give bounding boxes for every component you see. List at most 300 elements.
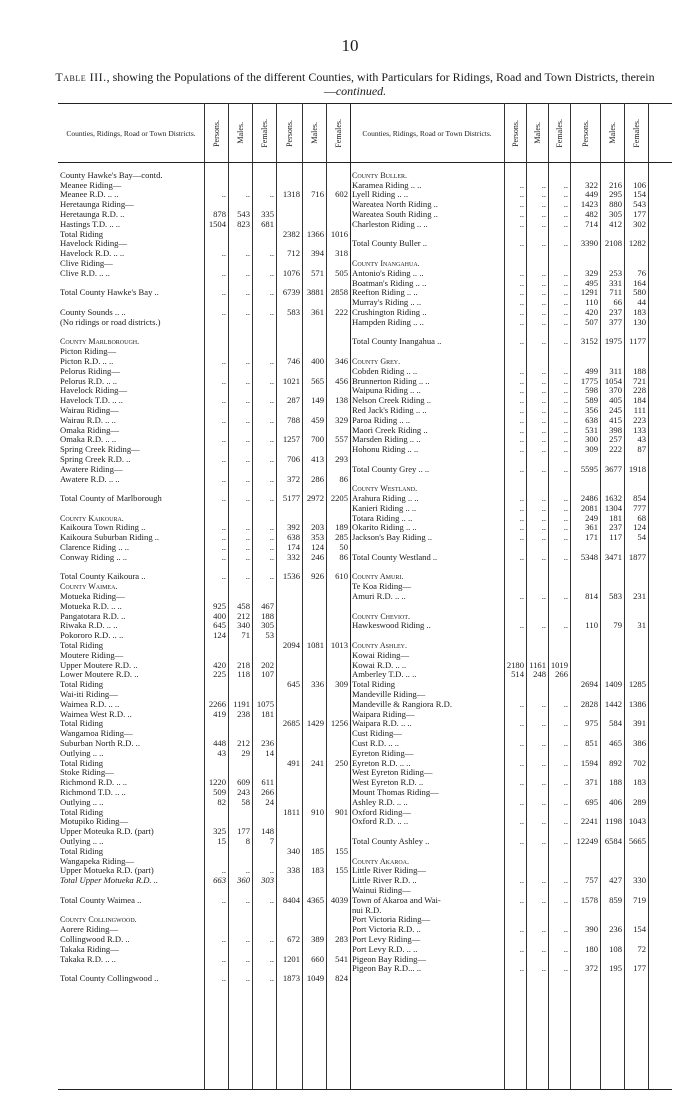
caption-table-label: Table III. bbox=[55, 70, 107, 84]
table-row bbox=[58, 181, 350, 191]
row-label: Wangapeka Riding— bbox=[60, 856, 135, 866]
cell-persons-district: .. bbox=[519, 502, 524, 513]
table-row bbox=[58, 670, 350, 680]
cell-males-total: 124 bbox=[311, 542, 324, 553]
row-label: Total Riding bbox=[352, 680, 396, 690]
table-row bbox=[58, 847, 350, 857]
cell-persons-total: 356 bbox=[585, 404, 598, 415]
row-label: Maori Creek Riding .. bbox=[352, 425, 428, 435]
header-persons-left-1: Persons. bbox=[211, 119, 221, 147]
cell-males-district: 340 bbox=[237, 620, 250, 631]
cell-males-total: 305 bbox=[609, 208, 622, 219]
cell-persons-district: 509 bbox=[213, 787, 226, 797]
table-row bbox=[350, 847, 672, 857]
header-females-right-1: Females. bbox=[554, 118, 564, 148]
table-row bbox=[350, 171, 672, 181]
table-row bbox=[350, 435, 672, 445]
row-label: County Sounds .. .. bbox=[60, 307, 126, 317]
cell-females-district: .. bbox=[563, 297, 568, 308]
cell-persons-district: .. bbox=[221, 973, 226, 984]
cell-persons-district: .. bbox=[519, 493, 524, 504]
table-row bbox=[350, 778, 672, 788]
row-label: Kowai Riding— bbox=[352, 650, 410, 660]
cell-persons-district: .. bbox=[519, 306, 524, 317]
cell-persons-total: 300 bbox=[585, 434, 598, 445]
cell-males-total: 389 bbox=[311, 933, 324, 944]
cell-females-total: 31 bbox=[637, 620, 646, 631]
row-label: Conway Riding .. .. bbox=[60, 552, 128, 562]
cell-males-total: 427 bbox=[609, 875, 622, 886]
cell-males-district: .. bbox=[541, 816, 546, 827]
table-row bbox=[58, 543, 350, 553]
cell-persons-total: 507 bbox=[585, 316, 598, 327]
cell-males-total: 295 bbox=[609, 189, 622, 200]
cell-males-total: 353 bbox=[311, 532, 324, 543]
cell-persons-total: 332 bbox=[287, 551, 300, 562]
cell-females-district: 53 bbox=[265, 630, 274, 641]
row-label: Boatman's Riding .. .. bbox=[352, 278, 427, 288]
cell-males-district: .. bbox=[541, 522, 546, 533]
table-row bbox=[58, 906, 350, 916]
cell-persons-total: 672 bbox=[287, 933, 300, 944]
cell-males-district: 177 bbox=[237, 826, 250, 837]
table-row bbox=[58, 876, 350, 886]
cell-persons-district: .. bbox=[519, 208, 524, 219]
cell-males-district: .. bbox=[541, 414, 546, 425]
table-row bbox=[350, 337, 672, 347]
table-row bbox=[350, 514, 672, 524]
cell-males-total: 195 bbox=[609, 963, 622, 974]
cell-males-district: .. bbox=[541, 297, 546, 308]
table-row bbox=[350, 553, 672, 563]
cell-males-district: 1161 bbox=[529, 659, 546, 670]
cell-persons-district: .. bbox=[221, 953, 226, 964]
cell-persons-district: .. bbox=[519, 336, 524, 347]
cell-males-total: 2972 bbox=[306, 493, 324, 504]
header-females-left-1: Females. bbox=[259, 118, 269, 148]
cell-persons-district: .. bbox=[519, 463, 524, 474]
cell-females-total: 1043 bbox=[628, 816, 646, 827]
cell-females-district: .. bbox=[563, 375, 568, 386]
cell-persons-district: .. bbox=[519, 297, 524, 308]
row-label: Havelock Riding— bbox=[60, 239, 128, 249]
cell-females-district: 1075 bbox=[256, 698, 274, 709]
cell-males-total: 336 bbox=[311, 679, 324, 690]
cell-persons-total: 1578 bbox=[580, 894, 598, 905]
cell-persons-district: 124 bbox=[213, 630, 226, 641]
cell-males-total: 237 bbox=[609, 522, 622, 533]
cell-males-total: 188 bbox=[609, 777, 622, 788]
cell-males-district: .. bbox=[245, 551, 250, 562]
cell-persons-total: 1021 bbox=[282, 375, 300, 386]
cell-persons-district: .. bbox=[519, 757, 524, 768]
cell-females-district: .. bbox=[563, 738, 568, 749]
cell-females-district: .. bbox=[563, 502, 568, 513]
table-row bbox=[58, 739, 350, 749]
population-table bbox=[58, 103, 672, 1090]
row-label: County Kaikoura. bbox=[60, 513, 124, 523]
table-row bbox=[58, 308, 350, 318]
cell-females-district: .. bbox=[269, 189, 274, 200]
table-row bbox=[350, 269, 672, 279]
cell-females-total: 68 bbox=[637, 512, 646, 523]
cell-females-total: 188 bbox=[633, 365, 646, 376]
table-row bbox=[350, 396, 672, 406]
cell-males-district: .. bbox=[245, 571, 250, 582]
table-row bbox=[350, 719, 672, 729]
table-row bbox=[58, 494, 350, 504]
table-row bbox=[350, 631, 672, 641]
table-row bbox=[350, 249, 672, 259]
cell-females-total: 318 bbox=[335, 248, 348, 259]
cell-persons-total: 695 bbox=[585, 796, 598, 807]
cell-females-district: 107 bbox=[261, 669, 274, 680]
cell-females-district: 202 bbox=[261, 659, 274, 670]
cell-males-district: 58 bbox=[241, 796, 250, 807]
row-label: Total County Collingwood .. bbox=[60, 974, 159, 984]
cell-persons-district: .. bbox=[519, 385, 524, 396]
cell-males-district: 212 bbox=[237, 738, 250, 749]
page-number: 10 bbox=[341, 36, 359, 55]
row-label: Lower Moutere R.D. .. bbox=[60, 670, 139, 680]
cell-females-district: .. bbox=[563, 424, 568, 435]
cell-persons-total: 706 bbox=[287, 453, 300, 464]
cell-persons-total: 3390 bbox=[580, 238, 598, 249]
cell-females-district: .. bbox=[269, 865, 274, 876]
cell-persons-total: 757 bbox=[585, 875, 598, 886]
table-row bbox=[58, 798, 350, 808]
header-persons-left-2: Persons. bbox=[284, 119, 294, 147]
cell-persons-district: .. bbox=[519, 238, 524, 249]
table-row bbox=[58, 700, 350, 710]
row-label: Total County Grey .. .. bbox=[352, 464, 430, 474]
table-row bbox=[58, 455, 350, 465]
cell-females-district: .. bbox=[563, 395, 568, 406]
header-females-right-2: Females. bbox=[631, 118, 641, 148]
table-row bbox=[58, 239, 350, 249]
cell-females-district: .. bbox=[563, 189, 568, 200]
cell-females-total: 719 bbox=[633, 894, 646, 905]
table-row bbox=[350, 347, 672, 357]
cell-females-total: 283 bbox=[335, 933, 348, 944]
cell-persons-district: .. bbox=[519, 894, 524, 905]
cell-females-total: 189 bbox=[335, 522, 348, 533]
cell-persons-total: 589 bbox=[585, 395, 598, 406]
table-row bbox=[58, 386, 350, 396]
table-row bbox=[58, 377, 350, 387]
cell-males-district: .. bbox=[245, 267, 250, 278]
table-row bbox=[58, 406, 350, 416]
cell-females-district: .. bbox=[563, 179, 568, 190]
row-label: Picton Riding— bbox=[60, 347, 117, 357]
row-label: Wainui Riding— bbox=[352, 885, 411, 895]
row-label: Lyell Riding .. .. bbox=[352, 190, 409, 200]
cell-males-district: 823 bbox=[237, 218, 250, 229]
cell-persons-total: 2685 bbox=[282, 718, 300, 729]
table-row bbox=[58, 612, 350, 622]
cell-females-district: .. bbox=[269, 894, 274, 905]
cell-persons-total: 1291 bbox=[580, 287, 598, 298]
row-label: Little River R.D. .. bbox=[352, 876, 417, 886]
row-label: Marsden Riding .. .. bbox=[352, 435, 421, 445]
cell-females-total: 302 bbox=[633, 218, 646, 229]
row-label: Takaka R.D. .. .. bbox=[60, 954, 116, 964]
table-row bbox=[350, 426, 672, 436]
cell-females-district: 148 bbox=[261, 826, 274, 837]
header-males-right-2: Males. bbox=[607, 122, 617, 144]
cell-males-total: 1442 bbox=[604, 698, 622, 709]
cell-persons-district: 15 bbox=[217, 835, 226, 846]
cell-females-total: 346 bbox=[335, 355, 348, 366]
cell-males-total: 1409 bbox=[604, 679, 622, 690]
cell-females-total: 309 bbox=[335, 679, 348, 690]
row-label: Port Victoria R.D. .. bbox=[352, 925, 421, 935]
cell-males-total: 377 bbox=[609, 316, 622, 327]
cell-males-total: 331 bbox=[609, 277, 622, 288]
table-row bbox=[350, 906, 672, 916]
row-label: (No ridings or road districts.) bbox=[60, 317, 161, 327]
cell-persons-total: 499 bbox=[585, 365, 598, 376]
cell-persons-district: 419 bbox=[213, 708, 226, 719]
header-name-left: Counties, Ridings, Road or Town Districts. bbox=[66, 128, 196, 138]
cell-persons-total: 2241 bbox=[580, 816, 598, 827]
table-row bbox=[58, 249, 350, 259]
cell-males-total: 181 bbox=[609, 512, 622, 523]
cell-males-district: 248 bbox=[533, 669, 546, 680]
row-label: Motupiko Riding— bbox=[60, 817, 129, 827]
caption-continued: continued. bbox=[335, 84, 387, 98]
cell-females-district: .. bbox=[563, 522, 568, 533]
cell-females-district: .. bbox=[269, 375, 274, 386]
table-row bbox=[350, 308, 672, 318]
row-label: Outlying .. .. bbox=[60, 836, 104, 846]
cell-females-total: 106 bbox=[633, 179, 646, 190]
cell-males-total: 459 bbox=[311, 414, 324, 425]
table-row bbox=[58, 768, 350, 778]
cell-persons-district: .. bbox=[519, 267, 524, 278]
row-label: Richmond T.D. .. .. bbox=[60, 788, 126, 797]
cell-males-district: .. bbox=[541, 591, 546, 602]
cell-persons-district: .. bbox=[519, 287, 524, 298]
cell-males-district: .. bbox=[245, 542, 250, 553]
cell-persons-district: .. bbox=[519, 532, 524, 543]
cell-persons-district: 645 bbox=[213, 620, 226, 631]
table-row bbox=[350, 896, 672, 906]
table-row bbox=[350, 386, 672, 396]
cell-males-district: 543 bbox=[237, 208, 250, 219]
table-row bbox=[58, 690, 350, 700]
cell-females-district: .. bbox=[563, 336, 568, 347]
cell-males-district: .. bbox=[541, 199, 546, 210]
cell-males-district: .. bbox=[245, 522, 250, 533]
cell-females-district: 188 bbox=[261, 610, 274, 621]
cell-persons-district: .. bbox=[519, 551, 524, 562]
row-label: Hohonu Riding .. .. bbox=[352, 445, 419, 455]
cell-males-district: .. bbox=[541, 835, 546, 846]
cell-females-total: 541 bbox=[335, 953, 348, 964]
cell-males-total: 892 bbox=[609, 757, 622, 768]
row-label: Clive R.D. .. .. bbox=[60, 268, 110, 278]
cell-females-district: .. bbox=[563, 414, 568, 425]
cell-males-total: 241 bbox=[311, 757, 324, 768]
cell-females-total: 1877 bbox=[628, 551, 646, 562]
cell-males-district: .. bbox=[541, 875, 546, 886]
cell-persons-district: .. bbox=[221, 453, 226, 464]
cell-males-total: 1081 bbox=[306, 640, 324, 651]
row-label: Spring Creek Riding— bbox=[60, 445, 140, 455]
cell-males-district: .. bbox=[245, 434, 250, 445]
row-label: Okarito Riding .. .. bbox=[352, 523, 417, 533]
cell-males-district: .. bbox=[541, 463, 546, 474]
cell-persons-total: 1775 bbox=[580, 375, 598, 386]
cell-persons-district: .. bbox=[519, 943, 524, 954]
cell-females-total: 386 bbox=[633, 738, 646, 749]
table-row bbox=[58, 680, 350, 690]
table-row bbox=[350, 915, 672, 925]
row-label: Waimea West R.D. .. bbox=[60, 709, 132, 719]
cell-persons-total: 1257 bbox=[282, 434, 300, 445]
cell-males-total: 1054 bbox=[604, 375, 622, 386]
table-row bbox=[350, 680, 672, 690]
cell-persons-district: .. bbox=[519, 796, 524, 807]
cell-females-district: 266 bbox=[261, 787, 274, 797]
row-label: Charleston Riding .. .. bbox=[352, 219, 428, 229]
row-label: Amberley T.D. .. .. bbox=[352, 670, 417, 680]
table-row bbox=[350, 523, 672, 533]
cell-persons-total: 814 bbox=[585, 591, 598, 602]
cell-females-district: 303 bbox=[261, 875, 274, 886]
cell-persons-total: 249 bbox=[585, 512, 598, 523]
cell-females-total: 4039 bbox=[330, 894, 348, 905]
cell-males-district: 218 bbox=[237, 659, 250, 670]
cell-persons-total: 390 bbox=[585, 924, 598, 935]
cell-persons-total: 1873 bbox=[282, 973, 300, 984]
cell-females-district: .. bbox=[563, 943, 568, 954]
cell-persons-total: 2382 bbox=[282, 228, 300, 239]
cell-persons-district: .. bbox=[519, 698, 524, 709]
cell-persons-total: 712 bbox=[287, 248, 300, 259]
cell-persons-district: .. bbox=[519, 512, 524, 523]
table-row bbox=[350, 739, 672, 749]
table-row bbox=[350, 641, 672, 651]
cell-females-total: 183 bbox=[633, 777, 646, 788]
cell-males-total: 1304 bbox=[604, 502, 622, 513]
table-row bbox=[58, 925, 350, 935]
cell-persons-district: .. bbox=[519, 835, 524, 846]
table-row bbox=[350, 543, 672, 553]
cell-males-total: 565 bbox=[311, 375, 324, 386]
cell-females-total: 138 bbox=[335, 395, 348, 406]
table-row bbox=[350, 465, 672, 475]
cell-males-district: .. bbox=[245, 414, 250, 425]
header-males-right-1: Males. bbox=[532, 122, 542, 144]
row-label: Hastings T.D. .. .. bbox=[60, 219, 121, 229]
row-label: Eyreton Riding— bbox=[352, 748, 414, 758]
cell-persons-total: 392 bbox=[287, 522, 300, 533]
cell-females-district: .. bbox=[269, 434, 274, 445]
cell-males-total: 257 bbox=[609, 434, 622, 445]
table-row bbox=[350, 494, 672, 504]
row-label: Pelorus Riding— bbox=[60, 366, 120, 376]
cell-persons-district: .. bbox=[519, 444, 524, 455]
header-persons-right-2: Persons. bbox=[580, 119, 590, 147]
table-row bbox=[58, 759, 350, 769]
table-row bbox=[350, 288, 672, 298]
cell-females-district: .. bbox=[269, 395, 274, 406]
table-caption bbox=[55, 70, 655, 98]
table-row bbox=[58, 298, 350, 308]
cell-females-total: 777 bbox=[633, 502, 646, 513]
table-row bbox=[58, 553, 350, 563]
cell-females-total: 164 bbox=[633, 277, 646, 288]
cell-males-district: .. bbox=[245, 894, 250, 905]
cell-persons-district: 448 bbox=[213, 738, 226, 749]
cell-males-total: 246 bbox=[311, 551, 324, 562]
cell-males-total: 286 bbox=[311, 473, 324, 484]
table-row bbox=[350, 484, 672, 494]
cell-females-total: 2205 bbox=[330, 493, 348, 504]
row-label: Total Riding bbox=[60, 758, 104, 768]
table-row bbox=[58, 945, 350, 955]
row-label: Richmond R.D. .. .. bbox=[60, 778, 128, 788]
cell-females-district: 14 bbox=[265, 747, 274, 758]
row-label: Outlying .. .. bbox=[60, 748, 104, 758]
row-label: Takaka Riding— bbox=[60, 944, 119, 954]
cell-males-district: .. bbox=[541, 532, 546, 543]
row-label: Clive Riding— bbox=[60, 258, 113, 268]
table-row bbox=[350, 925, 672, 935]
cell-females-district: 24 bbox=[265, 796, 274, 807]
table-row bbox=[58, 190, 350, 200]
cell-persons-total: 340 bbox=[287, 845, 300, 856]
cell-males-district: .. bbox=[245, 248, 250, 259]
cell-females-total: 854 bbox=[633, 493, 646, 504]
cell-females-total: 86 bbox=[339, 473, 348, 484]
cell-females-total: 580 bbox=[633, 287, 646, 298]
cell-persons-total: 491 bbox=[287, 757, 300, 768]
cell-males-district: .. bbox=[541, 512, 546, 523]
row-label: County Westland. bbox=[352, 484, 418, 494]
cell-males-total: 1975 bbox=[604, 336, 622, 347]
cell-persons-district: 1220 bbox=[208, 777, 226, 788]
table-row bbox=[58, 269, 350, 279]
cell-males-total: 66 bbox=[613, 297, 622, 308]
row-label: County Ashley. bbox=[352, 641, 408, 651]
cell-females-total: 87 bbox=[637, 444, 646, 455]
cell-persons-total: 338 bbox=[287, 865, 300, 876]
table-row bbox=[350, 318, 672, 328]
cell-persons-total: 1076 bbox=[282, 267, 300, 278]
cell-females-total: 824 bbox=[335, 973, 348, 984]
cell-males-district: .. bbox=[541, 365, 546, 376]
cell-females-district: .. bbox=[563, 894, 568, 905]
cell-females-district: .. bbox=[563, 777, 568, 788]
row-label: Havelock Riding— bbox=[60, 386, 128, 396]
left-column-block bbox=[58, 161, 350, 984]
row-label: County Collingwood. bbox=[60, 915, 137, 925]
cell-males-district: .. bbox=[541, 894, 546, 905]
row-label: Clarence Riding .. .. bbox=[60, 543, 129, 553]
cell-males-district: .. bbox=[245, 287, 250, 298]
cell-males-district: 29 bbox=[241, 747, 250, 758]
cell-males-district: .. bbox=[245, 189, 250, 200]
right-column-block bbox=[350, 161, 672, 974]
cell-persons-total: 714 bbox=[585, 218, 598, 229]
cell-females-total: 177 bbox=[633, 208, 646, 219]
cell-males-district: .. bbox=[245, 953, 250, 964]
row-label: Meanee R.D. .. .. bbox=[60, 190, 119, 200]
cell-persons-district: .. bbox=[519, 365, 524, 376]
